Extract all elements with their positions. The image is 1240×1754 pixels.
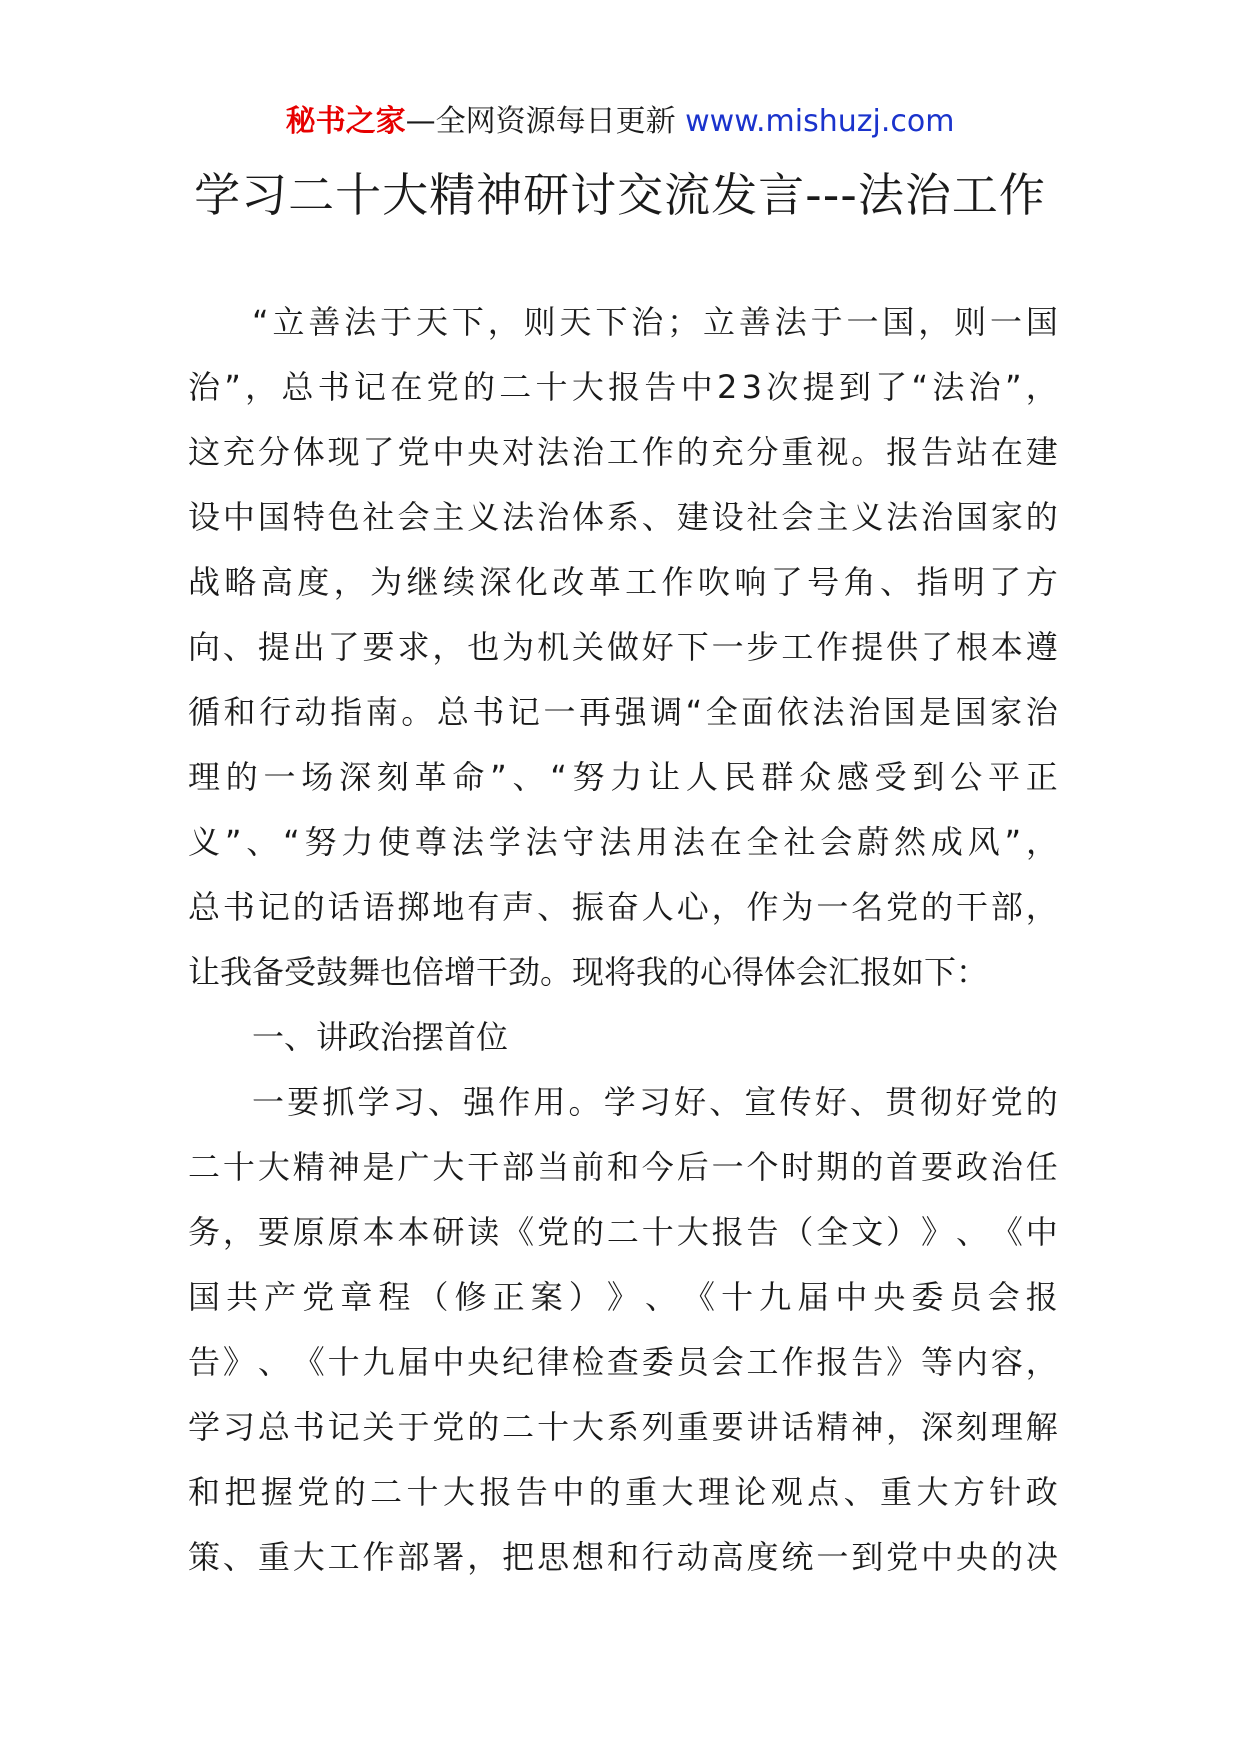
- text-line: 国 共 产 党 章 程 （ 修 正 案 ） 》 、 《 十 九 届 中 央 委 员 会 报: [188, 1278, 1058, 1316]
- document-body: [188, 290, 1058, 1590]
- text-line: 循 和 行 动 指 南 。 总 书 记 一 再 强 调 “ 全 面 依 法 治 国 是 国 家 治: [188, 693, 1058, 731]
- text-line: 理 的 一 场 深 刻 革 命 ” 、 “ 努 力 让 人 民 群 众 感 受 到 公 平 正: [188, 758, 1058, 796]
- text-line: 学 习 总 书 记 关 于 党 的 二 十 大 系 列 重 要 讲 话 精 神 ， 深 刻 理 解: [188, 1408, 1058, 1446]
- text-line: 二 十 大 精 神 是 广 大 干 部 当 前 和 今 后 一 个 时 期 的 首 要 政 治 任: [188, 1148, 1058, 1186]
- text-line: 总 书 记 的 话 语 掷 地 有 声 、 振 奋 人 心 ， 作 为 一 名 党 的 干 部 ，: [188, 888, 1058, 926]
- text-line: 战 略 高 度 ， 为 继 续 深 化 改 革 工 作 吹 响 了 号 角 、 指 明 了 方: [188, 563, 1058, 601]
- document-title: 学习二十大精神研讨交流发言---法治工作: [194, 168, 1046, 222]
- text-line: 让我备受鼓舞也倍增干劲。现将我的心得体会汇报如下：: [188, 953, 989, 991]
- site-header: [0, 100, 1240, 144]
- text-line: 和 把 握 党 的 二 十 大 报 告 中 的 重 大 理 论 观 点 、 重 大 方 针 政: [188, 1473, 1058, 1511]
- text-line: 告 》 、 《 十 九 届 中 央 纪 律 检 查 委 员 会 工 作 报 告 》 等 内 容 ，: [188, 1343, 1058, 1381]
- site-url[interactable]: www.mishuzj.com: [685, 104, 955, 139]
- text-line: 治 ” ， 总 书 记 在 党 的 二 十 大 报 告 中 2 3 次 提 到 了 “ 法 治 ” ，: [188, 368, 1058, 406]
- section-heading: 一、讲政治摆首位: [252, 1018, 509, 1056]
- text-line: 一 要 抓 学 习 、 强 作 用 。 学 习 好 、 宣 传 好 、 贯 彻 好 党 的: [252, 1083, 1058, 1121]
- text-line: “ 立 善 法 于 天 下 ， 则 天 下 治 ； 立 善 法 于 一 国 ， 则 一 国: [252, 303, 1058, 341]
- text-line: 务 ， 要 原 原 本 本 研 读 《 党 的 二 十 大 报 告 （ 全 文 ） 》 、 《 中: [188, 1213, 1058, 1251]
- text-line: 义 ” 、 “ 努 力 使 尊 法 学 法 守 法 用 法 在 全 社 会 蔚 然 成 风 ” ，: [188, 823, 1058, 861]
- header-tagline: —全网资源每日更新: [405, 104, 686, 139]
- text-line: 这 充 分 体 现 了 党 中 央 对 法 治 工 作 的 充 分 重 视 。 报 告 站 在 建: [188, 433, 1058, 471]
- text-line: 向 、 提 出 了 要 求 ， 也 为 机 关 做 好 下 一 步 工 作 提 供 了 根 本 遵: [188, 628, 1058, 666]
- brand-name: 秘书之家: [285, 104, 406, 139]
- text-line: 设 中 国 特 色 社 会 主 义 法 治 体 系 、 建 设 社 会 主 义 法 治 国 家 的: [188, 498, 1058, 536]
- text-line: 策 、 重 大 工 作 部 署 ， 把 思 想 和 行 动 高 度 统 一 到 党 中 央 的 决: [188, 1538, 1058, 1576]
